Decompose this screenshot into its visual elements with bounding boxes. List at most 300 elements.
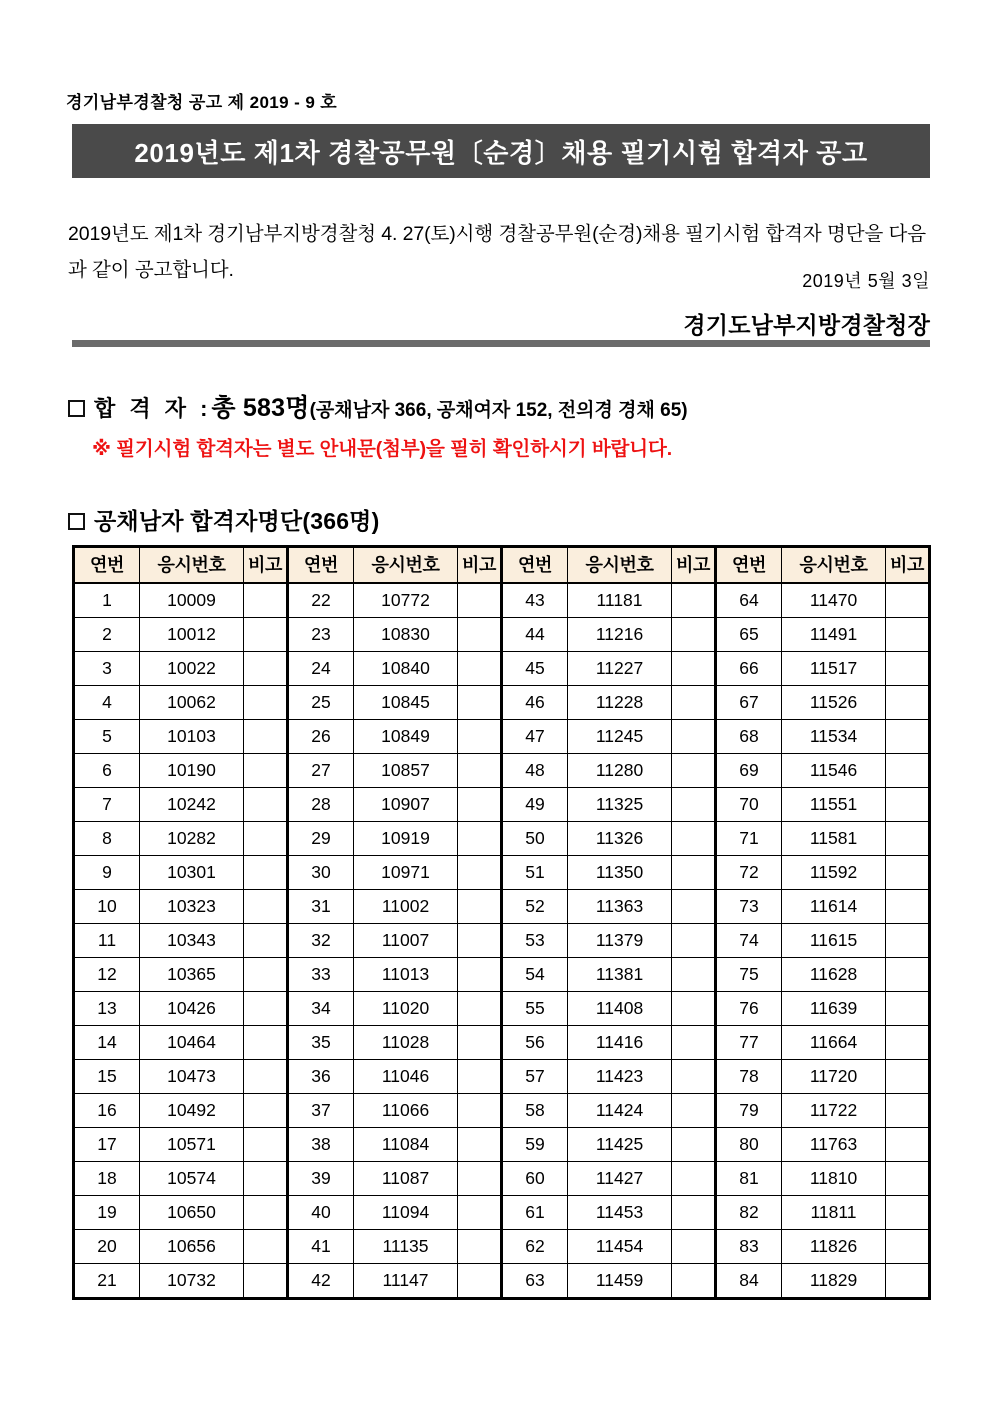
- cell-note: [244, 958, 288, 992]
- table-header-row: [74, 547, 930, 584]
- table-row: [74, 720, 930, 754]
- cell-exam-number: 11325: [568, 788, 672, 822]
- cell-exam-number: 11614: [782, 890, 886, 924]
- cell-note: [886, 1264, 930, 1299]
- cell-exam-number: 10656: [140, 1230, 244, 1264]
- cell-note: [672, 1230, 716, 1264]
- cell-exam-number: 11135: [354, 1230, 458, 1264]
- cell-note: [458, 720, 502, 754]
- cell-sequence: 51: [502, 856, 568, 890]
- cell-exam-number: 10012: [140, 618, 244, 652]
- cell-exam-number: 11087: [354, 1162, 458, 1196]
- table-row: [74, 1060, 930, 1094]
- cell-note: [244, 686, 288, 720]
- cell-exam-number: 11002: [354, 890, 458, 924]
- cell-exam-number: 10365: [140, 958, 244, 992]
- cell-exam-number: 11453: [568, 1196, 672, 1230]
- cell-note: [886, 1060, 930, 1094]
- cell-sequence: 64: [716, 583, 782, 618]
- cell-exam-number: 11826: [782, 1230, 886, 1264]
- cell-note: [672, 856, 716, 890]
- table-row: [74, 924, 930, 958]
- cell-exam-number: 10426: [140, 992, 244, 1026]
- cell-note: [244, 1026, 288, 1060]
- cell-sequence: 56: [502, 1026, 568, 1060]
- cell-exam-number: 11280: [568, 754, 672, 788]
- table-column-header: 응시번호: [354, 547, 458, 584]
- cell-note: [886, 754, 930, 788]
- cell-note: [458, 1094, 502, 1128]
- cell-note: [458, 1060, 502, 1094]
- square-bullet-icon: [68, 400, 85, 417]
- roster-table-container: [72, 545, 930, 1300]
- cell-exam-number: 11811: [782, 1196, 886, 1230]
- cell-exam-number: 11007: [354, 924, 458, 958]
- cell-sequence: 11: [74, 924, 140, 958]
- table-column-header: 비고: [458, 547, 502, 584]
- cell-note: [672, 720, 716, 754]
- cell-exam-number: 11722: [782, 1094, 886, 1128]
- cell-sequence: 12: [74, 958, 140, 992]
- cell-note: [886, 822, 930, 856]
- cell-exam-number: 11408: [568, 992, 672, 1026]
- cell-exam-number: 10772: [354, 583, 458, 618]
- cell-sequence: 52: [502, 890, 568, 924]
- cell-sequence: 58: [502, 1094, 568, 1128]
- cell-sequence: 25: [288, 686, 354, 720]
- document-date: 2019년 5월 3일: [802, 271, 930, 291]
- cell-sequence: 55: [502, 992, 568, 1026]
- cell-note: [672, 890, 716, 924]
- cell-exam-number: 11628: [782, 958, 886, 992]
- cell-sequence: 19: [74, 1196, 140, 1230]
- cell-note: [244, 1230, 288, 1264]
- cell-sequence: 74: [716, 924, 782, 958]
- cell-note: [458, 1196, 502, 1230]
- cell-sequence: 66: [716, 652, 782, 686]
- cell-sequence: 81: [716, 1162, 782, 1196]
- cell-exam-number: 11639: [782, 992, 886, 1026]
- cell-note: [244, 856, 288, 890]
- cell-note: [886, 686, 930, 720]
- cell-sequence: 2: [74, 618, 140, 652]
- cell-note: [244, 890, 288, 924]
- cell-sequence: 13: [74, 992, 140, 1026]
- cell-sequence: 60: [502, 1162, 568, 1196]
- roster-table-body: [74, 583, 930, 1299]
- cell-exam-number: 11470: [782, 583, 886, 618]
- cell-sequence: 46: [502, 686, 568, 720]
- cell-note: [458, 958, 502, 992]
- cell-note: [886, 1230, 930, 1264]
- table-column-header: 비고: [886, 547, 930, 584]
- cell-sequence: 65: [716, 618, 782, 652]
- cell-sequence: 6: [74, 754, 140, 788]
- table-column-header: 응시번호: [568, 547, 672, 584]
- cell-note: [244, 1264, 288, 1299]
- cell-exam-number: 10282: [140, 822, 244, 856]
- cell-sequence: 36: [288, 1060, 354, 1094]
- cell-exam-number: 10343: [140, 924, 244, 958]
- cell-exam-number: 11028: [354, 1026, 458, 1060]
- table-row: [74, 618, 930, 652]
- cell-sequence: 40: [288, 1196, 354, 1230]
- cell-exam-number: 11664: [782, 1026, 886, 1060]
- cell-note: [244, 992, 288, 1026]
- cell-note: [886, 1162, 930, 1196]
- cell-sequence: 7: [74, 788, 140, 822]
- cell-note: [886, 856, 930, 890]
- table-column-header: 응시번호: [782, 547, 886, 584]
- title-banner: [72, 124, 930, 178]
- cell-exam-number: 10190: [140, 754, 244, 788]
- cell-sequence: 53: [502, 924, 568, 958]
- cell-sequence: 18: [74, 1162, 140, 1196]
- cell-note: [458, 754, 502, 788]
- cell-exam-number: 11551: [782, 788, 886, 822]
- table-row: [74, 856, 930, 890]
- cell-sequence: 70: [716, 788, 782, 822]
- cell-exam-number: 11350: [568, 856, 672, 890]
- cell-sequence: 35: [288, 1026, 354, 1060]
- cell-exam-number: 10574: [140, 1162, 244, 1196]
- cell-note: [886, 788, 930, 822]
- table-row: [74, 583, 930, 618]
- cell-exam-number: 11810: [782, 1162, 886, 1196]
- document-number: 경기남부경찰청 공고 제 2019 - 9 호: [66, 93, 338, 112]
- cell-note: [886, 1128, 930, 1162]
- cell-exam-number: 11517: [782, 652, 886, 686]
- cell-sequence: 15: [74, 1060, 140, 1094]
- cell-exam-number: 10022: [140, 652, 244, 686]
- cell-sequence: 44: [502, 618, 568, 652]
- cell-sequence: 20: [74, 1230, 140, 1264]
- cell-exam-number: 10830: [354, 618, 458, 652]
- cell-sequence: 69: [716, 754, 782, 788]
- table-row: [74, 652, 930, 686]
- cell-note: [886, 583, 930, 618]
- square-bullet-icon: [68, 513, 85, 530]
- cell-note: [672, 992, 716, 1026]
- cell-sequence: 29: [288, 822, 354, 856]
- cell-sequence: 1: [74, 583, 140, 618]
- cell-exam-number: 11381: [568, 958, 672, 992]
- cell-sequence: 37: [288, 1094, 354, 1128]
- cell-sequence: 4: [74, 686, 140, 720]
- cell-note: [672, 1162, 716, 1196]
- cell-note: [672, 1196, 716, 1230]
- table-column-header: 연번: [288, 547, 354, 584]
- table-column-header: 응시번호: [140, 547, 244, 584]
- table-row: [74, 1128, 930, 1162]
- cell-exam-number: 10857: [354, 754, 458, 788]
- cell-exam-number: 10650: [140, 1196, 244, 1230]
- cell-exam-number: 11363: [568, 890, 672, 924]
- document-signer: 경기도남부지방경찰청장: [683, 312, 930, 338]
- cell-exam-number: 11526: [782, 686, 886, 720]
- cell-note: [458, 686, 502, 720]
- table-row: [74, 1196, 930, 1230]
- cell-exam-number: 11427: [568, 1162, 672, 1196]
- cell-note: [672, 1094, 716, 1128]
- cell-sequence: 71: [716, 822, 782, 856]
- notice-text: ※ 필기시험 합격자는 별도 안내문(첨부)을 필히 확인하시기 바랍니다.: [92, 438, 673, 460]
- cell-note: [672, 754, 716, 788]
- cell-exam-number: 11013: [354, 958, 458, 992]
- cell-note: [458, 1264, 502, 1299]
- roster-table-head: [74, 547, 930, 584]
- cell-exam-number: 11227: [568, 652, 672, 686]
- cell-note: [244, 618, 288, 652]
- cell-sequence: 42: [288, 1264, 354, 1299]
- cell-sequence: 77: [716, 1026, 782, 1060]
- table-row: [74, 1264, 930, 1299]
- cell-exam-number: 11094: [354, 1196, 458, 1230]
- cell-sequence: 38: [288, 1128, 354, 1162]
- cell-sequence: 32: [288, 924, 354, 958]
- cell-exam-number: 11423: [568, 1060, 672, 1094]
- cell-note: [886, 890, 930, 924]
- cell-exam-number: 10103: [140, 720, 244, 754]
- cell-sequence: 79: [716, 1094, 782, 1128]
- cell-exam-number: 11763: [782, 1128, 886, 1162]
- cell-sequence: 45: [502, 652, 568, 686]
- table-row: [74, 1162, 930, 1196]
- pass-summary-detail: (공채남자 366, 공채여자 152, 전의경 경채 65): [309, 400, 688, 421]
- cell-sequence: 24: [288, 652, 354, 686]
- cell-note: [458, 618, 502, 652]
- section-heading-label: 공채남자 합격자명단(366명): [94, 508, 380, 534]
- cell-exam-number: 11491: [782, 618, 886, 652]
- cell-note: [458, 822, 502, 856]
- cell-sequence: 50: [502, 822, 568, 856]
- cell-exam-number: 11592: [782, 856, 886, 890]
- cell-note: [672, 958, 716, 992]
- cell-exam-number: 11046: [354, 1060, 458, 1094]
- cell-exam-number: 10849: [354, 720, 458, 754]
- cell-exam-number: 10919: [354, 822, 458, 856]
- cell-sequence: 27: [288, 754, 354, 788]
- cell-sequence: 83: [716, 1230, 782, 1264]
- cell-note: [886, 1026, 930, 1060]
- cell-exam-number: 11020: [354, 992, 458, 1026]
- cell-note: [886, 1196, 930, 1230]
- cell-note: [458, 1026, 502, 1060]
- cell-exam-number: 10571: [140, 1128, 244, 1162]
- cell-note: [672, 618, 716, 652]
- cell-note: [672, 788, 716, 822]
- cell-note: [458, 1162, 502, 1196]
- cell-note: [244, 1060, 288, 1094]
- table-row: [74, 1026, 930, 1060]
- cell-exam-number: 11147: [354, 1264, 458, 1299]
- cell-exam-number: 11720: [782, 1060, 886, 1094]
- cell-note: [244, 924, 288, 958]
- cell-note: [886, 1094, 930, 1128]
- table-row: [74, 992, 930, 1026]
- cell-note: [672, 1026, 716, 1060]
- cell-exam-number: 10242: [140, 788, 244, 822]
- cell-note: [458, 1230, 502, 1264]
- cell-sequence: 82: [716, 1196, 782, 1230]
- cell-sequence: 22: [288, 583, 354, 618]
- cell-note: [886, 924, 930, 958]
- table-column-header: 비고: [244, 547, 288, 584]
- cell-note: [244, 583, 288, 618]
- cell-note: [458, 583, 502, 618]
- table-column-header: 비고: [672, 547, 716, 584]
- cell-note: [458, 788, 502, 822]
- cell-sequence: 84: [716, 1264, 782, 1299]
- cell-sequence: 76: [716, 992, 782, 1026]
- cell-exam-number: 11534: [782, 720, 886, 754]
- cell-sequence: 62: [502, 1230, 568, 1264]
- table-row: [74, 788, 930, 822]
- intro-paragraph: 2019년도 제1차 경기남부지방경찰청 4. 27(토)시행 경찰공무원(순경)채용 필기시험 합격자 명단을 다음과 같이 공고합니다.: [68, 222, 926, 281]
- cell-sequence: 17: [74, 1128, 140, 1162]
- table-column-header: 연번: [502, 547, 568, 584]
- cell-note: [886, 618, 930, 652]
- cell-sequence: 9: [74, 856, 140, 890]
- cell-note: [244, 1196, 288, 1230]
- cell-sequence: 59: [502, 1128, 568, 1162]
- cell-exam-number: 11326: [568, 822, 672, 856]
- cell-note: [244, 822, 288, 856]
- cell-sequence: 67: [716, 686, 782, 720]
- cell-sequence: 43: [502, 583, 568, 618]
- cell-note: [244, 1094, 288, 1128]
- cell-sequence: 8: [74, 822, 140, 856]
- cell-exam-number: 11424: [568, 1094, 672, 1128]
- cell-sequence: 21: [74, 1264, 140, 1299]
- cell-note: [244, 1162, 288, 1196]
- cell-sequence: 47: [502, 720, 568, 754]
- cell-note: [672, 924, 716, 958]
- cell-exam-number: 10492: [140, 1094, 244, 1128]
- cell-sequence: 72: [716, 856, 782, 890]
- cell-exam-number: 11581: [782, 822, 886, 856]
- cell-note: [458, 890, 502, 924]
- cell-sequence: 80: [716, 1128, 782, 1162]
- cell-note: [672, 1128, 716, 1162]
- table-row: [74, 822, 930, 856]
- cell-note: [672, 1264, 716, 1299]
- cell-note: [886, 958, 930, 992]
- cell-exam-number: 11245: [568, 720, 672, 754]
- cell-exam-number: 10301: [140, 856, 244, 890]
- cell-sequence: 63: [502, 1264, 568, 1299]
- cell-sequence: 54: [502, 958, 568, 992]
- cell-sequence: 10: [74, 890, 140, 924]
- horizontal-divider: [72, 340, 930, 347]
- cell-sequence: 3: [74, 652, 140, 686]
- table-row: [74, 958, 930, 992]
- cell-note: [672, 583, 716, 618]
- cell-note: [458, 652, 502, 686]
- cell-sequence: 31: [288, 890, 354, 924]
- cell-sequence: 33: [288, 958, 354, 992]
- table-row: [74, 686, 930, 720]
- cell-note: [672, 686, 716, 720]
- cell-note: [886, 992, 930, 1026]
- cell-sequence: 75: [716, 958, 782, 992]
- cell-exam-number: 10732: [140, 1264, 244, 1299]
- cell-note: [244, 720, 288, 754]
- cell-exam-number: 10062: [140, 686, 244, 720]
- cell-exam-number: 11546: [782, 754, 886, 788]
- cell-note: [672, 652, 716, 686]
- cell-sequence: 5: [74, 720, 140, 754]
- cell-exam-number: 10323: [140, 890, 244, 924]
- table-column-header: 연번: [74, 547, 140, 584]
- cell-note: [458, 1128, 502, 1162]
- cell-note: [244, 652, 288, 686]
- cell-sequence: 78: [716, 1060, 782, 1094]
- cell-sequence: 34: [288, 992, 354, 1026]
- cell-exam-number: 10009: [140, 583, 244, 618]
- cell-note: [886, 652, 930, 686]
- cell-exam-number: 11181: [568, 583, 672, 618]
- cell-exam-number: 10845: [354, 686, 458, 720]
- pass-summary-label: 합 격 자 :: [94, 396, 212, 421]
- cell-exam-number: 10907: [354, 788, 458, 822]
- cell-exam-number: 11216: [568, 618, 672, 652]
- cell-sequence: 41: [288, 1230, 354, 1264]
- cell-note: [886, 720, 930, 754]
- cell-sequence: 23: [288, 618, 354, 652]
- roster-table: [72, 545, 931, 1300]
- cell-exam-number: 11379: [568, 924, 672, 958]
- table-row: [74, 1094, 930, 1128]
- cell-sequence: 14: [74, 1026, 140, 1060]
- cell-note: [458, 992, 502, 1026]
- cell-sequence: 39: [288, 1162, 354, 1196]
- cell-exam-number: 10464: [140, 1026, 244, 1060]
- cell-note: [244, 788, 288, 822]
- cell-exam-number: 10971: [354, 856, 458, 890]
- cell-sequence: 57: [502, 1060, 568, 1094]
- cell-sequence: 26: [288, 720, 354, 754]
- cell-sequence: 28: [288, 788, 354, 822]
- section-heading: [68, 503, 379, 536]
- cell-exam-number: 11454: [568, 1230, 672, 1264]
- cell-exam-number: 11459: [568, 1264, 672, 1299]
- pass-summary: [68, 388, 688, 424]
- cell-exam-number: 11425: [568, 1128, 672, 1162]
- cell-exam-number: 11829: [782, 1264, 886, 1299]
- table-column-header: 연번: [716, 547, 782, 584]
- cell-exam-number: 10840: [354, 652, 458, 686]
- cell-note: [244, 1128, 288, 1162]
- cell-sequence: 61: [502, 1196, 568, 1230]
- cell-exam-number: 10473: [140, 1060, 244, 1094]
- cell-sequence: 49: [502, 788, 568, 822]
- cell-sequence: 68: [716, 720, 782, 754]
- pass-summary-total: 총 583명: [211, 394, 310, 422]
- cell-note: [244, 754, 288, 788]
- cell-sequence: 48: [502, 754, 568, 788]
- cell-note: [672, 822, 716, 856]
- cell-note: [458, 924, 502, 958]
- cell-exam-number: 11228: [568, 686, 672, 720]
- cell-exam-number: 11615: [782, 924, 886, 958]
- cell-note: [458, 856, 502, 890]
- cell-sequence: 16: [74, 1094, 140, 1128]
- table-row: [74, 1230, 930, 1264]
- table-row: [74, 754, 930, 788]
- cell-sequence: 30: [288, 856, 354, 890]
- page-title: 2019년도 제1차 경찰공무원〔순경〕채용 필기시험 합격자 공고: [134, 137, 868, 168]
